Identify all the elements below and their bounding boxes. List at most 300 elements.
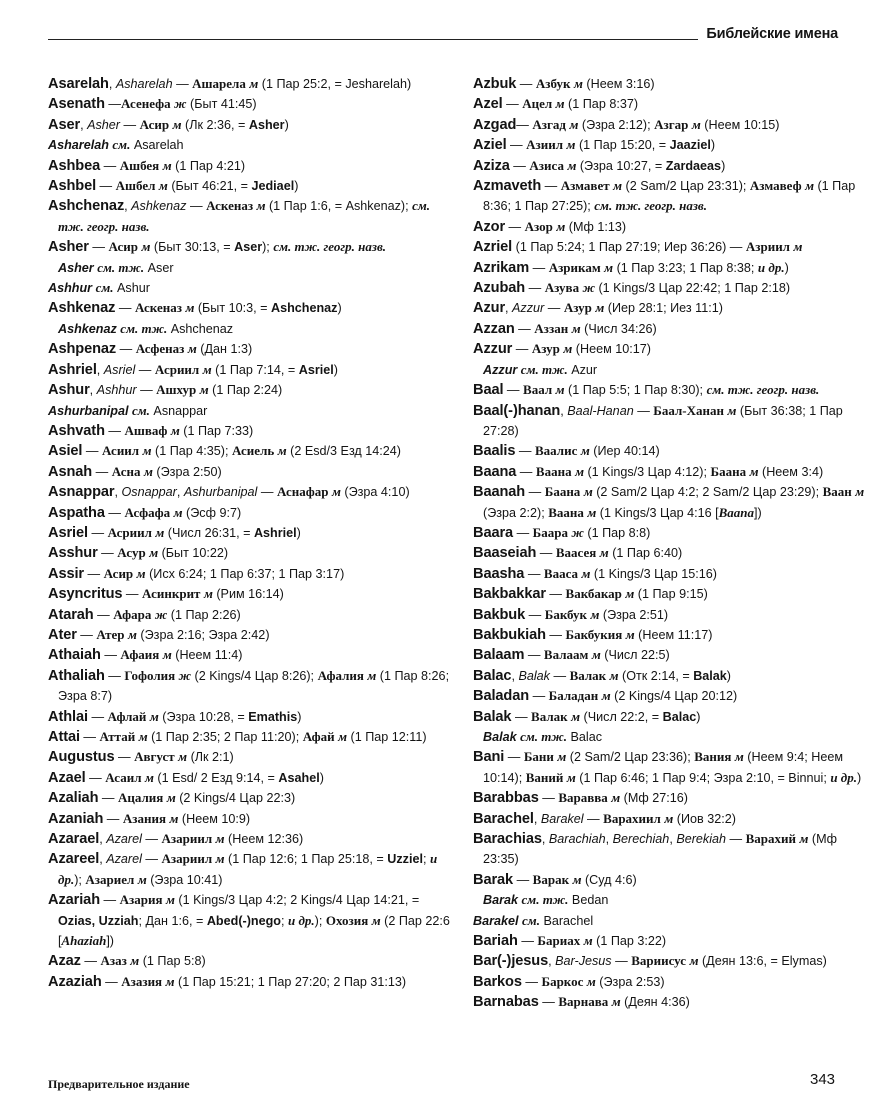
text: ) <box>337 301 342 316</box>
headword: Ashbea <box>48 157 101 174</box>
text: (Иер 28:1; Иез 11:1) <box>604 301 723 316</box>
grammar-note: м <box>601 688 611 704</box>
text: (1 Kings/3 Цар 22:42; 1 Пар 2:18) <box>594 281 791 296</box>
variant: Azarel <box>106 832 142 847</box>
text: (2 Sam/2 Цар 4:2; 2 Sam/2 Цар 23:29); <box>592 485 823 500</box>
text: ) <box>294 179 299 194</box>
headword: Azzur <box>473 341 513 358</box>
grammar-note: см. <box>522 912 540 928</box>
russian-name: Август <box>134 749 175 765</box>
grammar-note: м <box>367 667 377 683</box>
headword: Asiel <box>48 443 83 460</box>
grammar-note: м <box>567 157 577 173</box>
dictionary-entry <box>48 237 453 257</box>
headword: Bariah <box>473 933 518 950</box>
text: — <box>513 525 533 540</box>
headword: Azaziah <box>48 973 102 990</box>
grammar-note: м <box>338 729 348 744</box>
text: — <box>509 158 530 173</box>
headword: Azriel <box>473 239 513 256</box>
russian-name: Ацел <box>522 96 553 112</box>
russian-name: Азор <box>524 218 553 234</box>
russian-name: Азаз <box>100 953 127 969</box>
headword: Ashkenaz <box>48 300 116 317</box>
text: Bedan <box>568 893 609 908</box>
text: — <box>529 689 549 704</box>
text: , <box>511 668 519 683</box>
right-column <box>473 74 865 1013</box>
dictionary-entry <box>473 360 865 380</box>
text: (1 Пар 4:21) <box>171 158 246 173</box>
grammar-note: м <box>158 178 168 194</box>
grammar-note: м <box>574 76 583 91</box>
grammar-note: м <box>583 933 593 949</box>
russian-name: Баара <box>532 524 568 540</box>
text: (1 Пар 8:37) <box>564 97 639 112</box>
russian-name: Баал-Ханан <box>653 402 724 418</box>
dictionary-entry <box>473 605 865 625</box>
grammar-note: ж <box>174 96 187 112</box>
text: ) <box>319 770 324 785</box>
headword: Asyncritus <box>48 586 123 603</box>
text: (1 Пар 5:24; 1 Пар 27:19; Иер 36:26) — <box>512 240 746 255</box>
dictionary-entry <box>48 951 453 971</box>
text: , <box>533 811 541 826</box>
grammar-note: м <box>604 259 614 275</box>
text: , <box>541 832 549 847</box>
text: (2 Kings/4 Цар 22:3) <box>175 791 296 806</box>
russian-name: Азбук <box>535 76 571 91</box>
dictionary-entry <box>48 462 453 482</box>
headword: Aziel <box>473 137 507 154</box>
dictionary-entry <box>473 992 865 1012</box>
text: ]) <box>754 505 762 520</box>
headword: Azaniah <box>48 810 104 827</box>
headword: Barnabas <box>473 994 539 1011</box>
running-header <box>48 26 838 42</box>
text: — <box>611 954 632 969</box>
russian-name: Аззан <box>534 320 569 336</box>
dictionary-entry <box>48 707 453 727</box>
dictionary-entry <box>48 809 453 829</box>
headword: Baalis <box>473 443 516 460</box>
grammar-note: см. тж. <box>520 361 568 377</box>
dictionary-entry <box>48 768 453 788</box>
text: (Эзра 2:12); <box>578 117 655 132</box>
headword: Azaz <box>48 953 81 970</box>
grammar-note: см. тж. <box>521 892 569 908</box>
grammar-note: м <box>215 851 225 867</box>
dictionary-entry <box>48 972 453 992</box>
russian-name: Асир <box>108 239 139 255</box>
text: — <box>538 791 559 806</box>
text: — <box>186 199 207 214</box>
headword: Asenath <box>48 96 105 113</box>
text: (1 Пар 12:11) <box>347 730 427 744</box>
headword: Azzan <box>473 320 515 337</box>
text: (1 Kings/3 Цар 4:12); <box>583 464 711 479</box>
text: , <box>605 832 613 847</box>
russian-name: Асфафа <box>124 504 171 520</box>
grammar-note: м <box>145 769 154 785</box>
text: (1 Пар 4:35); <box>151 444 232 459</box>
dictionary-entry <box>48 645 453 665</box>
dictionary-entry <box>48 666 453 707</box>
headword: Azrikam <box>473 259 530 276</box>
headword: Assir <box>48 565 85 582</box>
text: — <box>516 77 536 91</box>
dictionary-entry <box>48 890 453 951</box>
text: (2 Пар 22:6 [ <box>58 913 450 949</box>
text: (Эзра 2:16; Эзра 2:42) <box>136 627 270 642</box>
text: — <box>88 240 109 255</box>
text: (Числ 34:26) <box>580 321 657 336</box>
text: (2 Kings/4 Цар 20:12) <box>610 689 738 704</box>
headword: Ashvath <box>48 422 105 439</box>
russian-name: Ваний <box>525 769 564 785</box>
grammar-note: м <box>166 790 176 806</box>
see-ref: Barak <box>483 893 519 908</box>
russian-name: Азриил <box>745 239 790 255</box>
text: ; <box>422 852 430 867</box>
headword: Asher <box>48 239 89 256</box>
text: — <box>516 117 533 132</box>
text: — <box>101 974 122 989</box>
grammar-note: м <box>555 382 565 398</box>
text: (Эзра 2:51) <box>599 607 669 622</box>
alt-name: Baana <box>718 504 755 520</box>
headword: Azarael <box>48 831 100 848</box>
text: (Неем 3:16) <box>582 77 655 91</box>
variant: Barakel <box>540 811 584 826</box>
headword: Azur <box>473 300 506 317</box>
cross-ref: Aser <box>234 240 263 255</box>
cross-ref: Abed(-)nego <box>206 913 281 928</box>
see-ref: Ashkenaz <box>58 321 117 336</box>
text: ) <box>296 525 301 540</box>
text: — <box>116 342 136 357</box>
russian-name: Бариах <box>537 933 581 949</box>
text: (Неем 9:4; Неем 10:14); <box>483 750 844 785</box>
text: (1 Kings/3 Цар 4:16 [ <box>596 505 719 520</box>
variant: Ashkenaz <box>131 199 187 214</box>
grammar-note: ж <box>154 606 168 622</box>
russian-name: Азазия <box>121 973 163 989</box>
text: (1 Пар 2:35; 2 Пар 11:20); <box>147 730 303 744</box>
text: ); <box>314 913 326 928</box>
text: (2 Kings/4 Цар 8:26); <box>191 668 318 683</box>
grammar-note: м <box>613 178 623 194</box>
text: (Эзра 2:2); <box>483 505 549 520</box>
text: — <box>97 546 118 561</box>
dictionary-entry <box>48 339 453 359</box>
text: (1 Пар 9:15) <box>634 587 708 602</box>
dictionary-entry <box>473 156 865 176</box>
text: ) <box>857 770 862 785</box>
text: , <box>96 362 104 377</box>
text: — <box>514 321 535 336</box>
page-number: 343 <box>810 1071 836 1088</box>
dictionary-entry <box>48 94 453 114</box>
alt-name: Ahaziah <box>61 933 107 949</box>
text: ) <box>333 362 338 377</box>
variant: Baal-Hanan <box>567 403 634 418</box>
grammar-note: см. тж. геогр. назв. <box>58 198 431 234</box>
text: (1 Пар 15:20, = <box>575 138 670 153</box>
dictionary-entry <box>48 176 453 196</box>
headword: Baanah <box>473 484 526 501</box>
headword: Asshur <box>48 545 98 562</box>
text: (Дан 1:3) <box>196 342 253 357</box>
grammar-note: м <box>249 76 259 91</box>
text: — <box>503 383 524 398</box>
text: (1 Пар 8:36; 1 Пар 27:25); <box>483 179 856 214</box>
headword: Ashriel <box>48 361 97 378</box>
text: Asarelah <box>130 138 184 153</box>
text: (Деян 4:36) <box>620 995 690 1010</box>
grammar-note: м <box>138 729 148 744</box>
text: (Неем 10:9) <box>178 811 251 826</box>
russian-name: Азиил <box>526 137 564 153</box>
headword: Balak <box>473 708 512 725</box>
grammar-note: м <box>162 647 172 663</box>
see-ref: Asharelah <box>48 138 109 153</box>
text: — <box>100 893 120 908</box>
dictionary-entry <box>473 258 865 278</box>
text: ]) <box>106 934 115 949</box>
russian-name: Баладан <box>548 688 599 704</box>
text: — <box>545 587 566 602</box>
text: (1 Пар 8:8) <box>583 525 651 540</box>
russian-name: Афай <box>302 729 335 744</box>
variant: Berechiah <box>612 832 670 847</box>
text: (1 Пар 5:8) <box>139 954 206 969</box>
text: — <box>524 566 544 581</box>
variant: Azarel <box>106 852 142 867</box>
dictionary-entry <box>48 727 453 747</box>
grammar-note: м <box>611 994 621 1010</box>
russian-name: Азиса <box>529 157 564 173</box>
text: (Быт 10:22) <box>158 546 229 561</box>
text: (Быт 46:21, = <box>167 179 252 194</box>
cross-ref: Asriel <box>298 362 334 377</box>
russian-name: Асаил <box>105 769 142 785</box>
header-title: Библейские имена <box>706 26 838 42</box>
grammar-note: м <box>571 320 581 336</box>
text: — <box>506 138 527 153</box>
text: — <box>633 403 654 418</box>
dictionary-entry <box>473 441 865 461</box>
grammar-note: м <box>166 892 175 908</box>
cross-ref: Ashriel <box>253 525 297 540</box>
russian-name: Ваан <box>822 484 852 500</box>
text: (Суд 4:6) <box>581 872 637 887</box>
text: ) <box>297 709 302 724</box>
russian-name: Асенефа <box>120 96 171 112</box>
text: — <box>87 525 108 540</box>
text: — <box>92 464 112 479</box>
russian-name: Асир <box>139 116 170 132</box>
dictionary-entry <box>473 339 865 359</box>
text: — <box>529 260 549 275</box>
russian-name: Азария <box>119 892 163 908</box>
dictionary-entry <box>48 543 453 563</box>
text: ) <box>721 158 726 173</box>
text: (Эзра 10:41) <box>146 872 223 887</box>
grammar-note: м <box>583 484 593 500</box>
text: (1 Пар 3:22) <box>592 934 667 949</box>
grammar-note: м <box>169 810 179 826</box>
headword: Asnappar <box>48 484 115 501</box>
russian-name: Асиил <box>101 443 140 459</box>
text: (1 Пар 6:46; 1 Пар 9:4; Эзра 2:10, = Binnui; <box>575 770 831 785</box>
headword: Attai <box>48 729 80 745</box>
text: (Неем 3:4) <box>758 464 824 479</box>
grammar-note: м <box>371 912 381 928</box>
grammar-note: м <box>162 157 172 173</box>
variant: Asher <box>87 117 120 132</box>
text: — <box>80 954 101 969</box>
grammar-note: см. <box>112 137 131 153</box>
text: (Неем 12:36) <box>224 832 304 847</box>
text: — <box>85 770 106 785</box>
dictionary-entry <box>48 115 453 135</box>
see-ref: Barakel <box>473 913 519 928</box>
russian-name: Валаам <box>543 647 589 663</box>
grammar-note: м <box>587 504 597 520</box>
headword: Baladan <box>473 688 530 705</box>
cross-ref: Ashchenaz <box>270 301 338 316</box>
text: — <box>521 974 542 989</box>
headword: Barak <box>473 871 514 888</box>
dictionary-entry <box>48 74 453 94</box>
grammar-note: и др. <box>830 769 858 785</box>
text: — <box>135 362 155 377</box>
grammar-note: м <box>187 341 197 357</box>
headword: Bar(-)jesus <box>473 953 549 970</box>
dictionary-entry <box>48 319 453 339</box>
cross-ref: Uzziel <box>387 852 423 867</box>
text: , <box>560 403 568 418</box>
russian-name: Ваал <box>523 382 553 398</box>
russian-name: Аскеназ <box>206 198 254 214</box>
text: (Неем 11:17) <box>634 627 713 642</box>
text: — <box>114 750 135 765</box>
text: , <box>99 832 107 847</box>
text: , <box>114 485 122 500</box>
text: (2 Sam/2 Цар 23:31); <box>622 179 750 194</box>
cross-ref: Asahel <box>278 770 320 785</box>
dictionary-entry <box>48 482 453 502</box>
russian-name: Афара <box>113 606 152 622</box>
variant: Asharelah <box>115 77 173 91</box>
text: (1 Kings/3 Цар 4:2; 2 Kings/4 Цар 14:21, = <box>174 893 420 908</box>
russian-name: Афаия <box>120 647 160 663</box>
russian-name: Валак <box>531 708 568 724</box>
grammar-note: см. <box>131 402 150 418</box>
russian-name: Асфеназ <box>135 341 185 357</box>
grammar-note: м <box>590 606 600 622</box>
headword: Azaliah <box>48 790 99 807</box>
text: — <box>172 77 193 91</box>
cross-ref: Asher <box>248 117 285 132</box>
text: — <box>536 546 556 561</box>
see-ref: Asher <box>58 260 94 275</box>
left-column <box>48 74 453 992</box>
grammar-note: см. тж. <box>120 320 168 336</box>
grammar-note: м <box>556 218 566 234</box>
russian-name: Охозия <box>325 912 369 928</box>
grammar-note: м <box>144 463 153 479</box>
text: — <box>104 668 125 683</box>
text: — <box>100 158 120 173</box>
headword: Atarah <box>48 606 94 623</box>
text: , <box>124 199 132 214</box>
dictionary-entry <box>473 278 865 298</box>
text: (Числ 22:5) <box>600 648 670 663</box>
russian-name: Азариил <box>161 851 213 867</box>
dictionary-entry <box>473 135 865 155</box>
text: , <box>669 832 677 847</box>
text: (Эзра 10:27, = <box>576 158 666 173</box>
headword: Asarelah <box>48 76 109 92</box>
text: — <box>104 505 125 520</box>
text: (1 Пар 2:24) <box>208 383 283 398</box>
dictionary-entry <box>48 135 453 155</box>
russian-name: Азания <box>122 810 166 826</box>
grammar-note: м <box>799 831 809 847</box>
grammar-note: м <box>805 178 814 194</box>
grammar-note: м <box>256 198 266 214</box>
russian-name: Азгар <box>654 116 689 132</box>
text: (Деян 13:6, = Elymas) <box>698 954 827 969</box>
text: (Эзра 10:28, = <box>158 709 249 724</box>
dictionary-entry <box>48 380 453 400</box>
headword: Azael <box>48 769 86 786</box>
text: — <box>93 607 114 622</box>
grammar-note: ж <box>582 280 595 296</box>
headword: Barachias <box>473 831 542 848</box>
russian-name: Ацалия <box>118 790 164 806</box>
headword: Azariah <box>48 892 101 909</box>
variant: Azzur <box>512 301 545 316</box>
russian-name: Асна <box>111 463 141 479</box>
grammar-note: м <box>580 443 590 459</box>
dictionary-entry <box>473 176 865 217</box>
headword: Ater <box>48 626 77 643</box>
russian-name: Афлай <box>107 708 147 724</box>
text: ; <box>280 913 288 928</box>
grammar-note: и др. <box>287 912 315 928</box>
text: (Лк 2:1) <box>187 750 234 765</box>
grammar-note: м <box>165 973 175 989</box>
text: — <box>549 668 570 683</box>
text: — <box>502 97 523 112</box>
text: — <box>516 464 536 479</box>
russian-name: Ашбел <box>115 178 156 194</box>
dictionary-entry <box>48 605 453 625</box>
headword: Bakbuk <box>473 606 526 623</box>
text: — <box>504 750 524 765</box>
grammar-note: м <box>689 953 699 969</box>
headword: Azareel <box>48 851 100 868</box>
grammar-note: м <box>609 667 619 683</box>
headword: Azubah <box>473 280 526 297</box>
russian-name: Азариил <box>161 831 213 847</box>
russian-name: Ашхур <box>156 382 197 398</box>
text: — <box>511 709 532 724</box>
dictionary-entry <box>48 829 453 849</box>
